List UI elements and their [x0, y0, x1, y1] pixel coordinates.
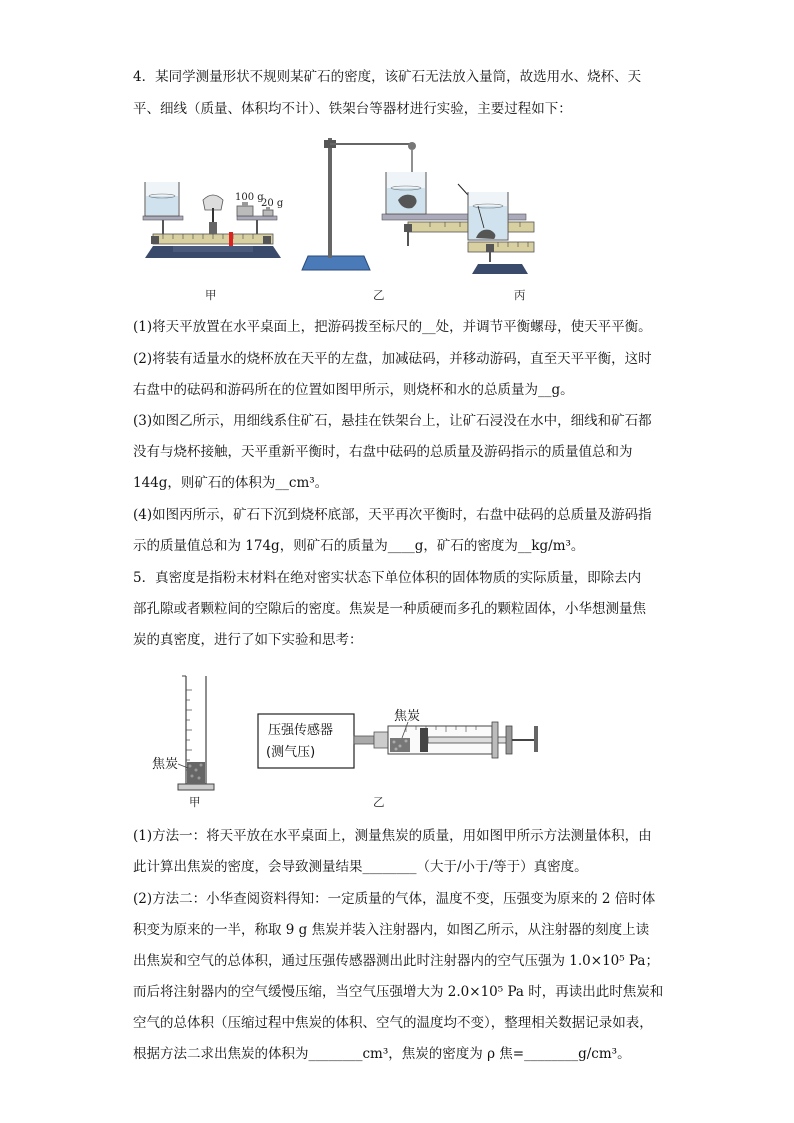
q4-line-10: 示的质量值总和为 174g，则矿石的质量为____g，矿石的密度为__kg/m³。 [133, 538, 585, 554]
q5-line-8: 出焦炭和空气的总体积，通过压强传感器测出此时注射器内的空气压强为 1.0×10⁵ Pa； [133, 953, 659, 969]
q4-fig-label-yi: 乙 [373, 288, 385, 302]
q5-figure-jia-cylinder [148, 670, 218, 800]
coke-label-jia: 焦炭 [152, 757, 179, 772]
sensor-label-1: 压强传感器 [268, 723, 334, 738]
q5-line-6: (2)方法二：小华查阅资料得知：一定质量的气体，温度不变，压强变为原来的 2 倍时体 [133, 891, 656, 907]
weight-20g-label: 20 g [261, 198, 284, 209]
q5-line-9: 而后将注射器内的空气缓慢压缩，当空气压强增大为 2.0×10⁵ Pa 时，再读出此时焦炭和 [133, 984, 664, 1000]
q4-line-2: 平、细线（质量、体积均不计）、铁架台等器材进行实验，主要过程如下： [133, 101, 572, 117]
q5-line-10: 空气的总体积（压缩过程中焦炭的体积、空气的温度均不变），整理相关数据记录如表， [133, 1015, 653, 1031]
q5-line-3: 炭的真密度，进行了如下实验和思考： [133, 632, 363, 648]
q4-fig-label-bing: 丙 [514, 288, 526, 302]
q5-fig-label-jia: 甲 [189, 795, 201, 809]
weight-100g-label: 100 g [235, 192, 264, 203]
q5-line-7: 积变为原来的一半，称取 9 g 焦炭并装入注射器内，如图乙所示，从注射器的刻度上读 [133, 922, 650, 938]
q4-line-8: 144g，则矿石的体积为__cm³。 [133, 475, 329, 491]
q4-line-1: 4．某同学测量形状不规则某矿石的密度，该矿石无法放入量筒，故选用水、烧杯、天 [133, 69, 642, 85]
q4-line-5: 右盘中的砝码和游码所在的位置如图甲所示，则烧杯和水的总质量为__g。 [133, 382, 574, 398]
q4-line-9: (4)如图丙所示，矿石下沉到烧杯底部，天平再次平衡时，右盘中砝码的总质量及游码指 [133, 507, 652, 523]
q5-line-11: 根据方法二求出焦炭的体积为________cm³，焦炭的密度为 ρ 焦=________g/cm³。 [133, 1046, 631, 1062]
q4-fig-label-jia: 甲 [205, 288, 217, 302]
sensor-label-2: (测气压) [266, 745, 316, 760]
q5-line-5: 此计算出焦炭的密度，会导致测量结果________（大于/小于/等于）真密度。 [133, 859, 588, 875]
q4-line-6: (3)如图乙所示，用细线系住矿石，悬挂在铁架台上，让矿石浸没在水中，细线和矿石都 [133, 413, 652, 429]
q5-line-1: 5．真密度是指粉末材料在绝对密实状态下单位体积的固体物质的实际质量，即除去内 [133, 570, 642, 586]
q4-line-7: 没有与烧杯接触，天平重新平衡时，右盘中砝码的总质量及游码指示的质量值总和为 [133, 444, 633, 460]
q4-figure-jia-balance [133, 160, 293, 270]
q4-figure-bing-beaker [458, 184, 538, 279]
q4-line-3: (1)将天平放置在水平桌面上，把游码拨至标尺的__处，并调节平衡螺母，使天平平衡。 [133, 319, 652, 335]
q5-figure-yi-syringe [256, 700, 556, 790]
q5-line-4: (1)方法一：将天平放在水平桌面上，测量焦炭的质量，用如图甲所示方法测量体积，由 [133, 828, 652, 844]
q5-line-2: 部孔隙或者颗粒间的空隙后的密度。焦炭是一种质硬而多孔的颗粒固体，小华想测量焦 [133, 601, 646, 617]
coke-label-yi: 焦炭 [394, 709, 421, 724]
q4-line-4: (2)将装有适量水的烧杯放在天平的左盘，加减砝码，并移动游码，直至天平平衡，这时 [133, 351, 652, 367]
q5-fig-label-yi: 乙 [373, 795, 385, 809]
